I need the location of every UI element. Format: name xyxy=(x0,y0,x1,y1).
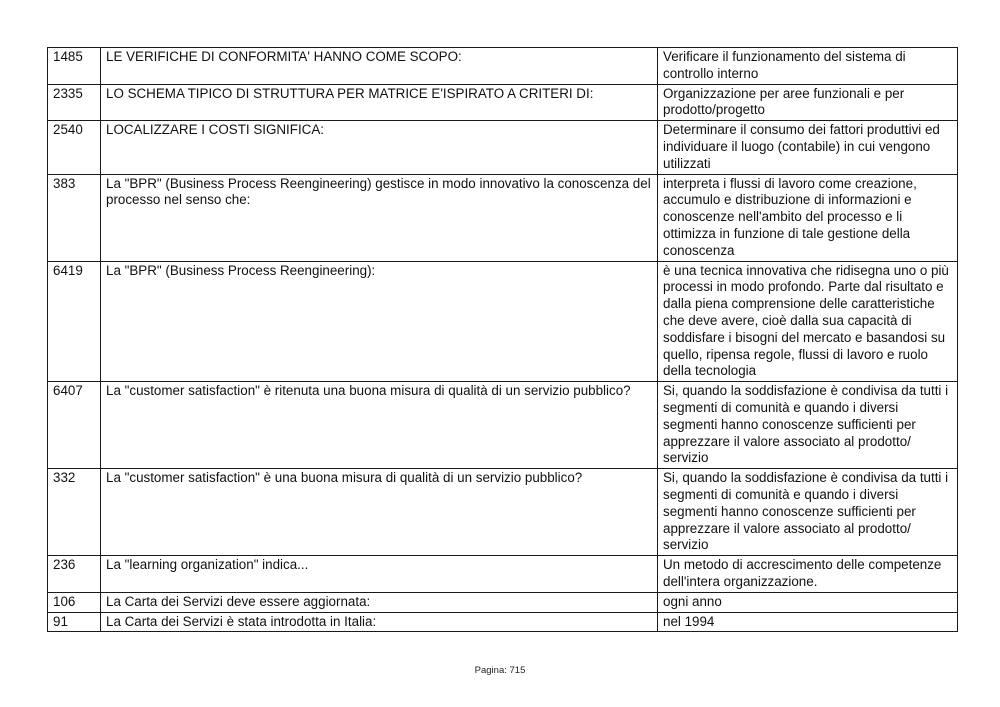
question-text: LE VERIFICHE DI CONFORMITA' HANNO COME SCOPO: xyxy=(101,48,658,85)
question-id: 2335 xyxy=(48,84,101,121)
question-id: 6407 xyxy=(48,382,101,469)
question-text: La "customer satisfaction" è una buona misura di qualità di un servizio pubblico? xyxy=(101,469,658,556)
answer-text: Determinare il consumo dei fattori produttivi ed individuare il luogo (contabile) in cui vengono utilizzati xyxy=(658,121,958,174)
table-row xyxy=(48,261,958,382)
question-id: 2540 xyxy=(48,121,101,174)
answer-text: Un metodo di accrescimento delle competenze dell'intera organizzazione. xyxy=(658,556,958,593)
table-row xyxy=(48,48,958,85)
answer-text: è una tecnica innovativa che ridisegna uno o più processi in modo profondo. Parte dal risultato e dalla piena comprensione delle caratteristiche che deve avere, cioè dalla sua capacità di soddisfare i bisogni del mercato e basandosi su quello, ripensa regole, flussi di lavoro e ruolo della tecnologia xyxy=(658,261,958,382)
question-id: 106 xyxy=(48,592,101,612)
question-id: 91 xyxy=(48,612,101,632)
answer-text: nel 1994 xyxy=(658,612,958,632)
answer-text: ogni anno xyxy=(658,592,958,612)
answer-text: Si, quando la soddisfazione è condivisa da tutti i segmenti di comunità e quando i diversi segmenti hanno conoscenze sufficienti per apprezzare il valore associato al prodotto/ servizio xyxy=(658,382,958,469)
question-text: La Carta dei Servizi deve essere aggiornata: xyxy=(101,592,658,612)
question-text: La "BPR" (Business Process Reengineering) gestisce in modo innovativo la conoscenza del processo nel senso che: xyxy=(101,174,658,261)
question-text: La "customer satisfaction" è ritenuta una buona misura di qualità di un servizio pubblico? xyxy=(101,382,658,469)
question-text: LOCALIZZARE I COSTI SIGNIFICA: xyxy=(101,121,658,174)
answer-text: Si, quando la soddisfazione è condivisa da tutti i segmenti di comunità e quando i diversi segmenti hanno conoscenze sufficienti per apprezzare il valore associato al prodotto/ servizio xyxy=(658,469,958,556)
question-id: 6419 xyxy=(48,261,101,382)
question-id: 383 xyxy=(48,174,101,261)
question-text: La Carta dei Servizi è stata introdotta in Italia: xyxy=(101,612,658,632)
table-row xyxy=(48,84,958,121)
question-text: La "BPR" (Business Process Reengineering): xyxy=(101,261,658,382)
question-text: La "learning organization" indica... xyxy=(101,556,658,593)
question-id: 1485 xyxy=(48,48,101,85)
table-row xyxy=(48,556,958,593)
question-id: 236 xyxy=(48,556,101,593)
table-row xyxy=(48,382,958,469)
table-row xyxy=(48,121,958,174)
question-id: 332 xyxy=(48,469,101,556)
table-row xyxy=(48,592,958,612)
answer-text: Organizzazione per aree funzionali e per prodotto/progetto xyxy=(658,84,958,121)
table-row xyxy=(48,174,958,261)
quiz-table xyxy=(47,47,958,632)
answer-text: interpreta i flussi di lavoro come creazione, accumulo e distribuzione di informazioni e conoscenze nell'ambito del processo e li ottimizza in funzione di tale gestione della conoscenza xyxy=(658,174,958,261)
answer-text: Verificare il funzionamento del sistema di controllo interno xyxy=(658,48,958,85)
table-row xyxy=(48,469,958,556)
table-row xyxy=(48,612,958,632)
question-text: LO SCHEMA TIPICO DI STRUTTURA PER MATRICE E'ISPIRATO A CRITERI DI: xyxy=(101,84,658,121)
page-number: Pagina: 715 xyxy=(474,665,526,676)
